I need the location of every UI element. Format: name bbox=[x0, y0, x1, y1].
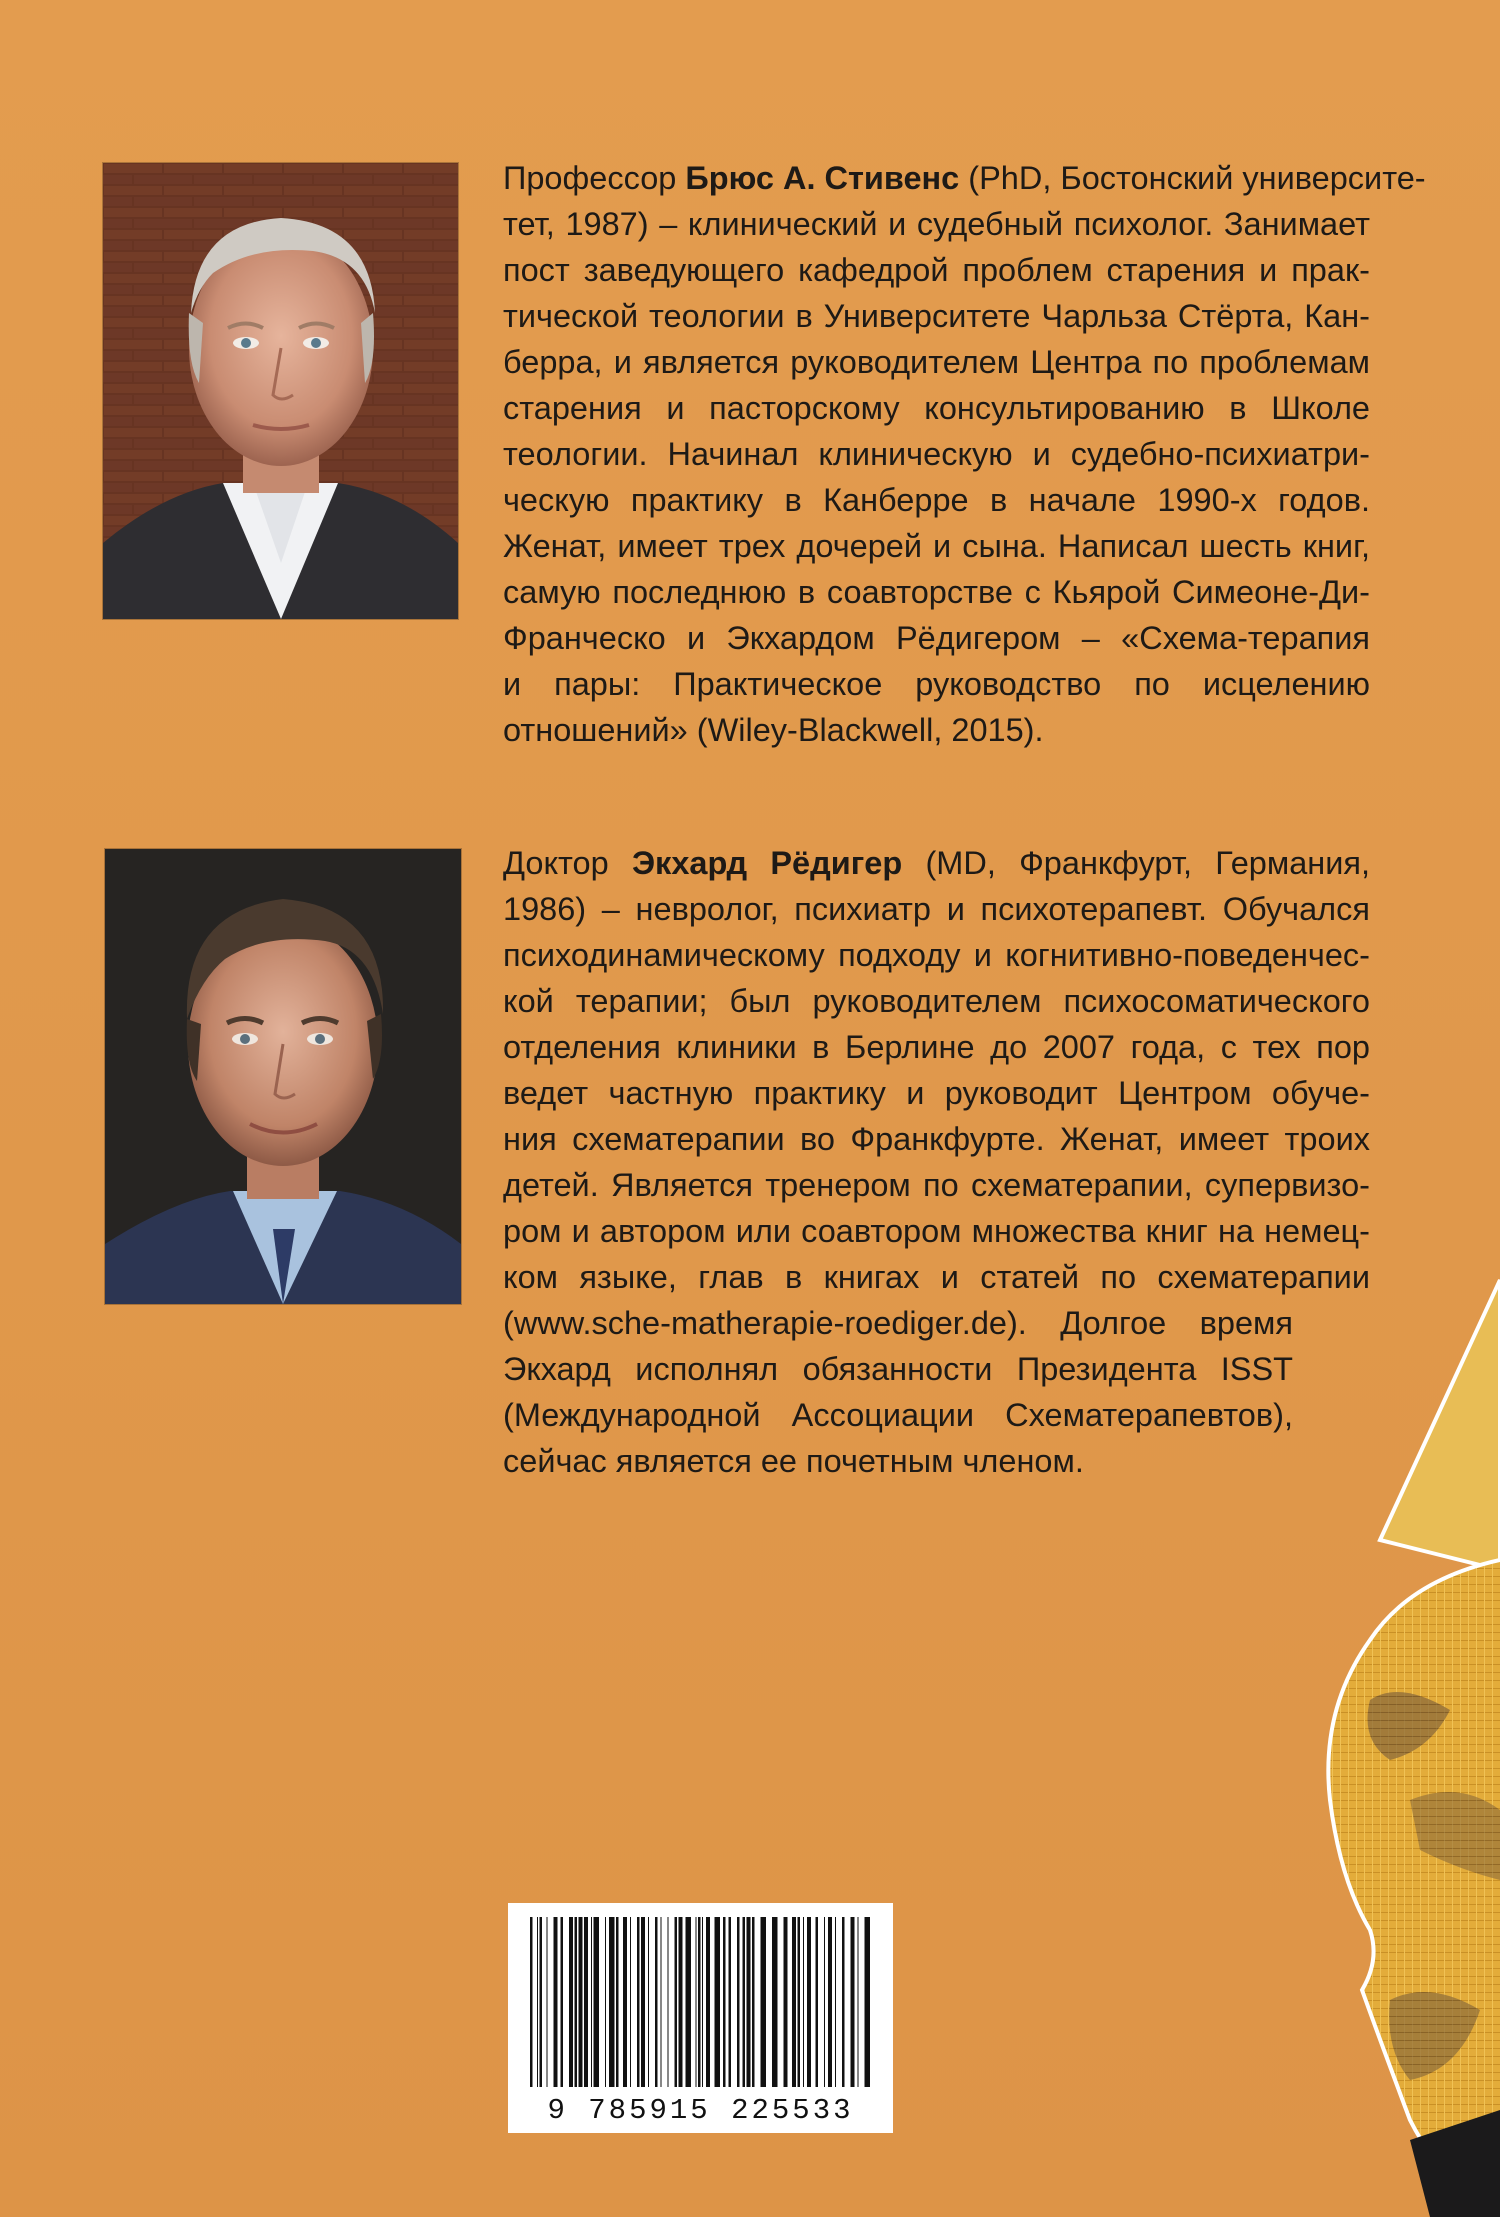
barcode-bar bbox=[807, 1917, 811, 2087]
bio-text: сейчас является ее почетным членом. bbox=[503, 1443, 1084, 1479]
bio-text: и пары: Практическое руководство по исцелению bbox=[503, 666, 1370, 702]
author-bio-stevens bbox=[503, 155, 1426, 753]
barcode-bar bbox=[641, 1917, 645, 2087]
bio-line bbox=[503, 615, 1370, 661]
barcode-bar bbox=[661, 1917, 662, 2087]
author-bio-roediger bbox=[503, 840, 1370, 1484]
barcode-bar bbox=[792, 1917, 796, 2087]
barcode-bar bbox=[706, 1917, 710, 2087]
bio-text: Франческо и Экхардом Рёдигером – «Схема-терапия bbox=[503, 620, 1370, 656]
bio-text: пост заведующего кафедрой проблем старения и прак- bbox=[503, 252, 1370, 288]
barcode-bar bbox=[648, 1917, 649, 2087]
bio-text: тической теологии в Университете Чарльза Стёрта, Кан- bbox=[503, 298, 1370, 334]
barcode-bar bbox=[609, 1917, 615, 2087]
author-photo-roediger bbox=[105, 849, 461, 1304]
barcode-bar bbox=[679, 1917, 683, 2087]
bio-text: кой терапии; был руководителем психосоматического bbox=[503, 983, 1370, 1019]
bio-line bbox=[503, 1208, 1370, 1254]
bio-line bbox=[503, 569, 1370, 615]
barcode-bar bbox=[698, 1917, 701, 2087]
barcode-bar bbox=[575, 1917, 578, 2087]
author-name: Экхард Рёдигер bbox=[631, 845, 903, 881]
bio-line bbox=[503, 1392, 1293, 1438]
barcode-bar bbox=[655, 1917, 658, 2087]
author-name: Брюс А. Стивенс bbox=[685, 160, 960, 196]
barcode-bar bbox=[743, 1917, 746, 2087]
bio-text: (www.sche-matherapie-roediger.de). Долгое время bbox=[503, 1305, 1293, 1341]
bio-line bbox=[503, 385, 1370, 431]
bio-text: ком языке, глав в книгах и статей по схематерапии bbox=[503, 1259, 1370, 1295]
bio-text: ром и автором или соавтором множества книг на немец- bbox=[503, 1213, 1370, 1249]
barcode-bar bbox=[594, 1917, 600, 2087]
bio-text: (PhD, Бостонский университе- bbox=[959, 160, 1426, 196]
bio-line bbox=[503, 840, 1370, 886]
bio-line bbox=[503, 523, 1370, 569]
bio-line bbox=[503, 1116, 1370, 1162]
bio-line bbox=[503, 1070, 1370, 1116]
barcode-bar bbox=[747, 1917, 751, 2087]
bio-line bbox=[503, 339, 1370, 385]
barcode-bar bbox=[637, 1917, 640, 2087]
barcode-bar bbox=[715, 1917, 721, 2087]
bio-text: (Международной Ассоциации Схематерапевтов), bbox=[503, 1397, 1293, 1433]
barcode-bar bbox=[686, 1917, 692, 2087]
barcode-bar bbox=[569, 1917, 573, 2087]
author-photo-stevens bbox=[103, 163, 458, 619]
lego-sculpture-icon bbox=[1260, 1240, 1500, 2217]
barcode-bar bbox=[584, 1917, 588, 2087]
barcode-bar bbox=[842, 1917, 845, 2087]
barcode-bar bbox=[702, 1917, 703, 2087]
barcode-bar bbox=[605, 1917, 606, 2087]
barcode-bar bbox=[737, 1917, 740, 2087]
bio-text: ведет частную практику и руководит Центром обуче- bbox=[503, 1075, 1370, 1111]
bio-text: самую последнюю в соавторстве с Кьярой Симеоне-Ди- bbox=[503, 574, 1370, 610]
bio-text: Доктор bbox=[503, 845, 632, 881]
bio-text: ческую практику в Канберре в начале 1990-х годов. bbox=[503, 482, 1370, 518]
barcode-icon bbox=[508, 1903, 893, 2093]
barcode-bar bbox=[675, 1917, 678, 2087]
barcode-bar bbox=[828, 1917, 832, 2087]
barcode-bar bbox=[616, 1917, 619, 2087]
bio-text: тет, 1987) – клинический и судебный психолог. Занимает bbox=[503, 206, 1370, 242]
barcode-bar bbox=[537, 1917, 538, 2087]
bio-line bbox=[503, 1438, 1370, 1484]
barcode-bar bbox=[547, 1917, 548, 2087]
bio-line bbox=[503, 707, 1370, 753]
bio-line bbox=[503, 886, 1370, 932]
barcode-bar bbox=[772, 1917, 778, 2087]
bio-line bbox=[503, 201, 1370, 247]
barcode-bar bbox=[803, 1917, 804, 2087]
bio-line bbox=[503, 1162, 1370, 1208]
bio-text: теологии. Начинал клиническую и судебно-психиатри- bbox=[503, 436, 1370, 472]
bio-line bbox=[503, 1346, 1293, 1392]
barcode-bar bbox=[761, 1917, 767, 2087]
barcode-bar bbox=[540, 1917, 543, 2087]
bio-text: 1986) – невролог, психиатр и психотерапевт. Обучался bbox=[503, 891, 1370, 927]
bio-line bbox=[503, 477, 1370, 523]
barcode-bar bbox=[865, 1917, 871, 2087]
barcode-bar bbox=[835, 1917, 836, 2087]
barcode-bar bbox=[579, 1917, 583, 2087]
barcode-bar bbox=[591, 1917, 592, 2087]
portrait-icon bbox=[105, 849, 461, 1304]
bio-line bbox=[503, 1024, 1370, 1070]
barcode-bar bbox=[729, 1917, 732, 2087]
bio-text: берра, и является руководителем Центра по проблемам bbox=[503, 344, 1370, 380]
bio-text: Экхард исполнял обязанности Президента ISST bbox=[503, 1351, 1293, 1387]
bio-text: Женат, имеет трех дочерей и сына. Написал шесть книг, bbox=[503, 528, 1370, 564]
bio-text: психодинамическому подходу и когнитивно-поведенчес- bbox=[503, 937, 1370, 973]
bio-line bbox=[503, 431, 1370, 477]
barcode-bar bbox=[798, 1917, 801, 2087]
bio-line bbox=[503, 932, 1370, 978]
bio-text: (MD, Франкфурт, Германия, bbox=[902, 845, 1370, 881]
barcode-bar bbox=[824, 1917, 825, 2087]
barcode-bar bbox=[668, 1917, 669, 2087]
bio-line bbox=[503, 1254, 1370, 1300]
barcode-bar bbox=[752, 1917, 755, 2087]
barcode-bar bbox=[816, 1917, 819, 2087]
bio-line bbox=[503, 1300, 1293, 1346]
barcode-bar bbox=[723, 1917, 726, 2087]
bio-line bbox=[503, 247, 1370, 293]
barcode-bar bbox=[554, 1917, 558, 2087]
bio-text: старения и пасторскому консультированию в Школе bbox=[503, 390, 1370, 426]
bio-line bbox=[503, 661, 1370, 707]
isbn-barcode bbox=[508, 1903, 893, 2133]
barcode-bar bbox=[630, 1917, 631, 2087]
barcode-bar bbox=[696, 1917, 697, 2087]
bio-text: ния схематерапии во Франкфурте. Женат, имеет троих bbox=[503, 1121, 1370, 1157]
barcode-bar bbox=[784, 1917, 788, 2087]
barcode-bar bbox=[530, 1917, 533, 2087]
bio-line bbox=[503, 155, 1426, 201]
barcode-bar bbox=[858, 1917, 859, 2087]
bio-text: детей. Является тренером по схематерапии, супервизо- bbox=[503, 1167, 1370, 1203]
bio-line bbox=[503, 978, 1370, 1024]
barcode-bar bbox=[623, 1917, 627, 2087]
bio-text: отделения клиники в Берлине до 2007 года, с тех пор bbox=[503, 1029, 1370, 1065]
bio-line bbox=[503, 293, 1370, 339]
portrait-icon bbox=[103, 163, 458, 619]
bio-text: Профессор bbox=[503, 160, 686, 196]
bio-text: отношений» (Wiley-Blackwell, 2015). bbox=[503, 712, 1044, 748]
barcode-bar bbox=[561, 1917, 564, 2087]
barcode-bar bbox=[851, 1917, 855, 2087]
isbn-digits: 9 785915 225533 bbox=[547, 2094, 854, 2127]
